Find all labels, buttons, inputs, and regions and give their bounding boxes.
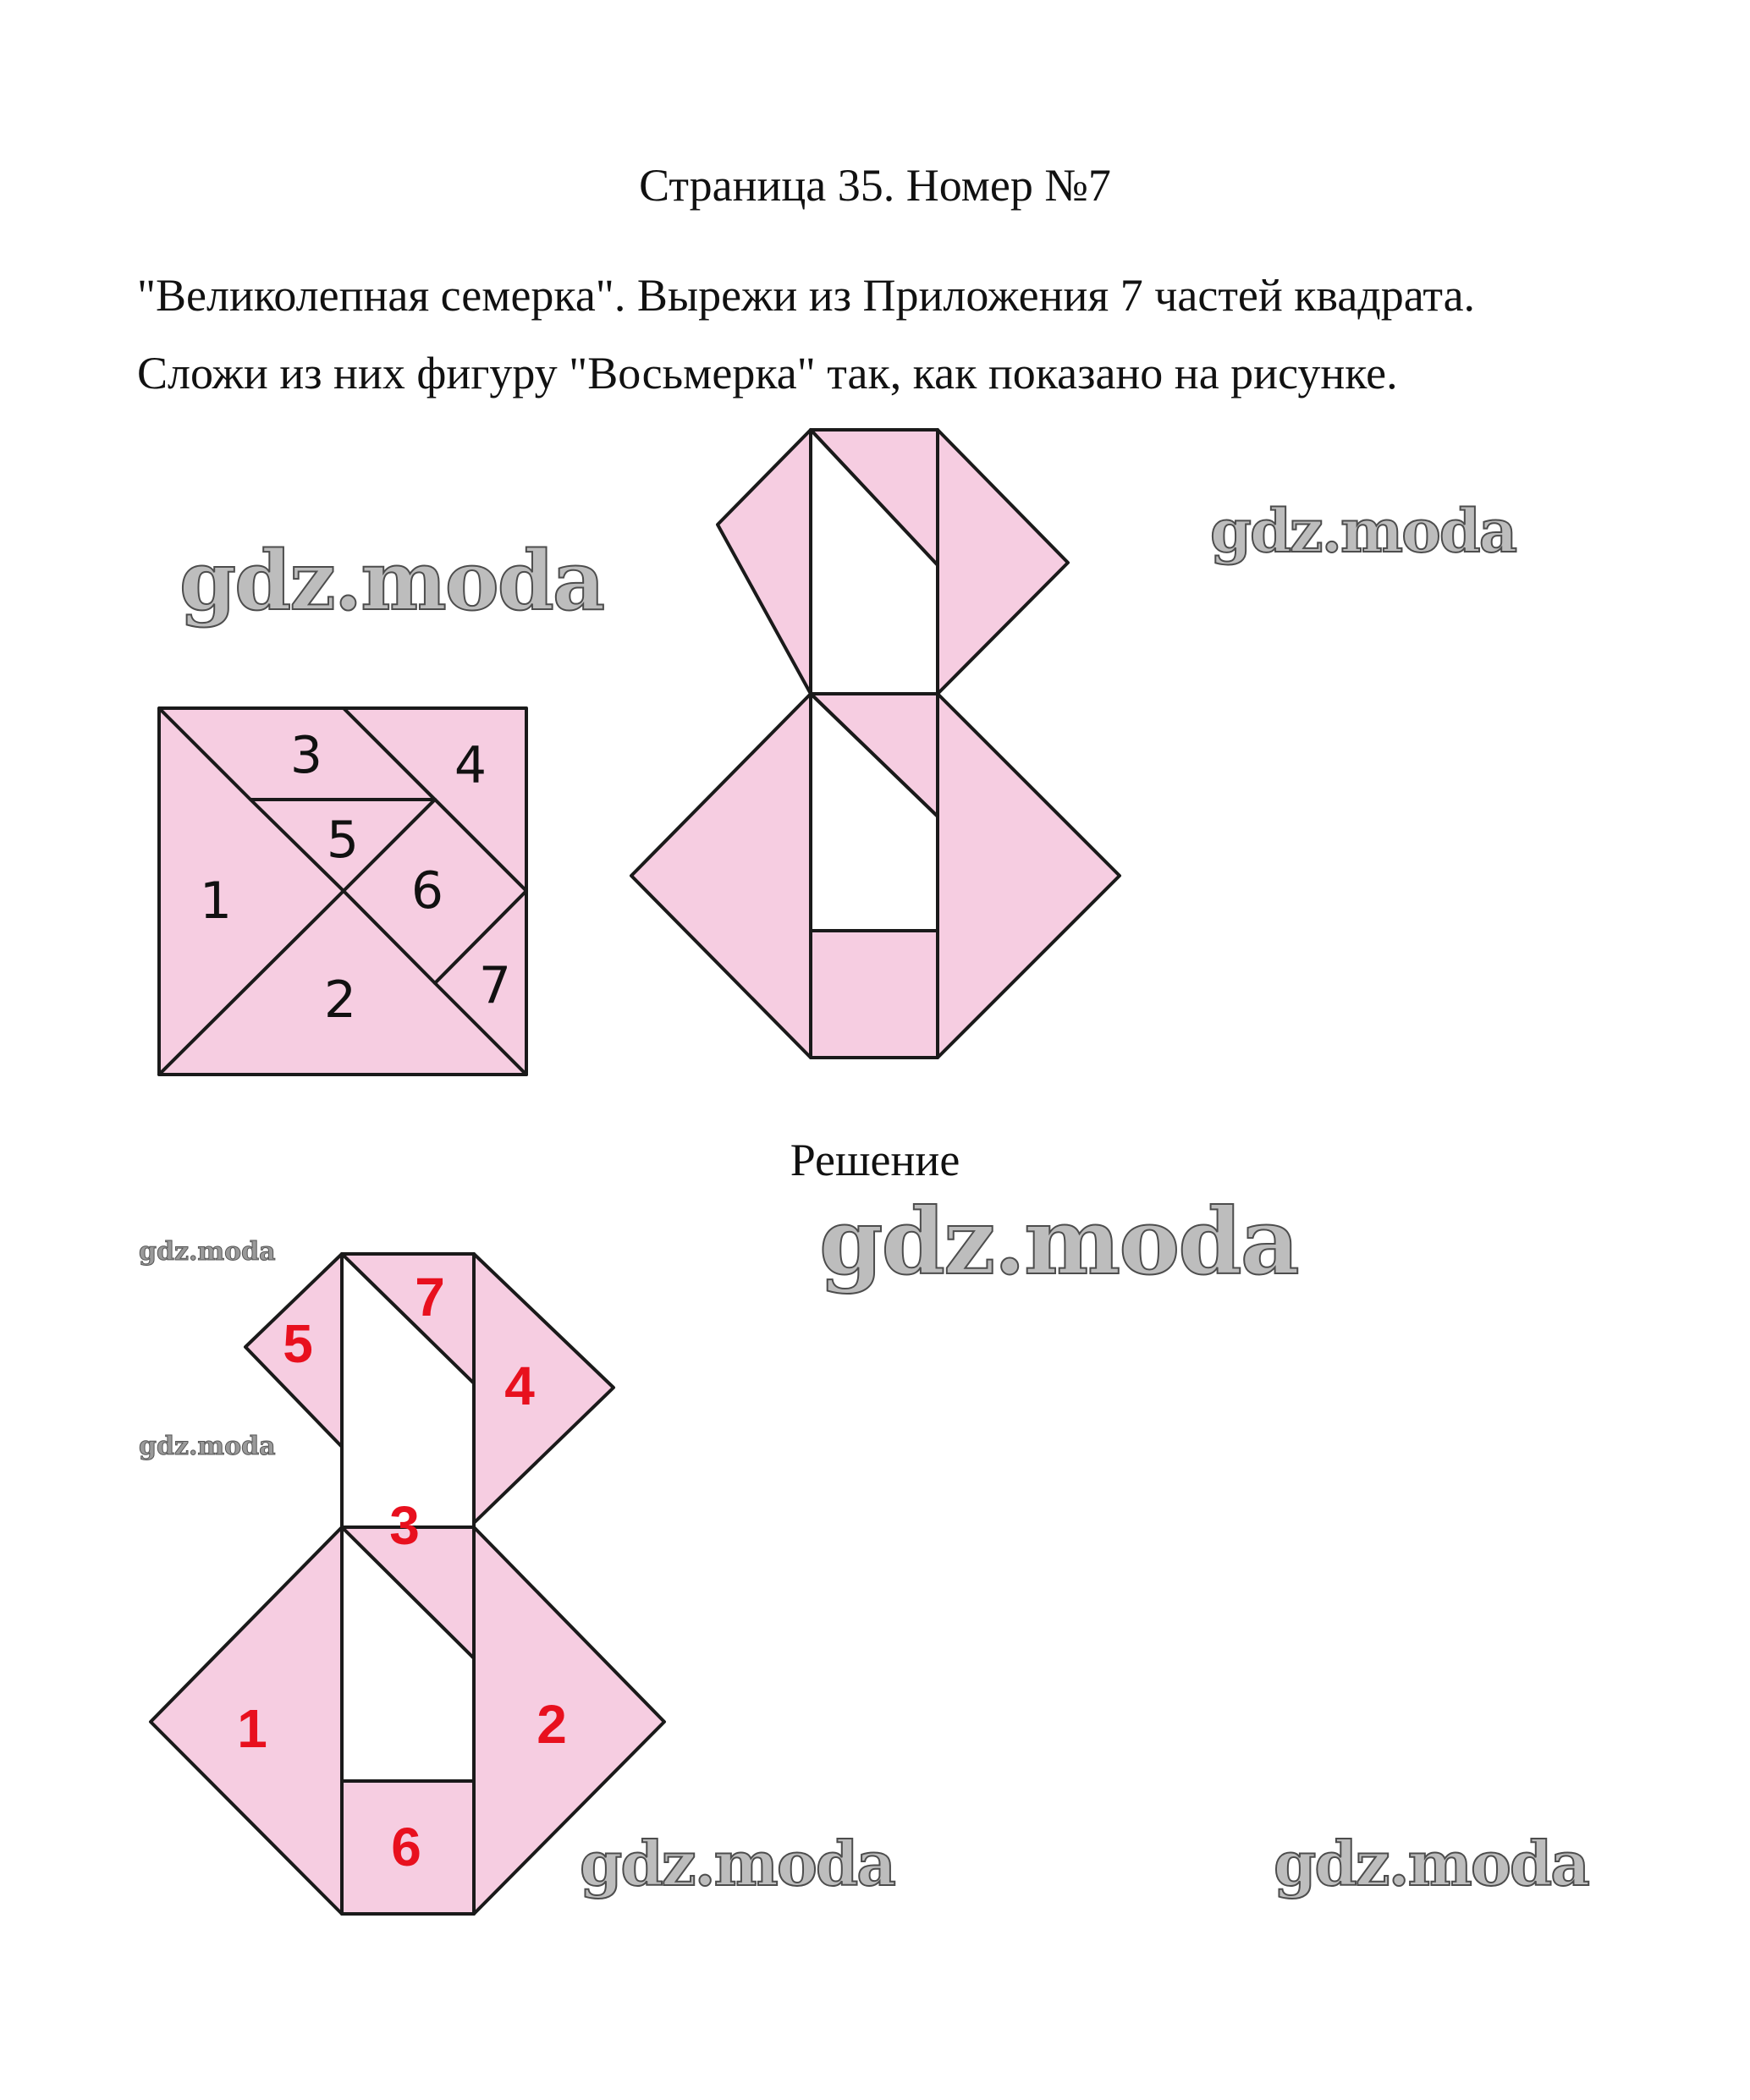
solution-label: Решение — [790, 1135, 960, 1185]
solution-label-6: 6 — [391, 1817, 421, 1877]
page-title: Страница 35. Номер №7 — [639, 160, 1111, 211]
watermark: gdz.moda — [1210, 496, 1516, 566]
square-label-4: 4 — [454, 736, 487, 795]
square-label-1: 1 — [199, 871, 233, 931]
watermark: gdz.moda — [580, 1828, 894, 1899]
solution-label-5: 5 — [283, 1313, 313, 1374]
task-text-line-1: "Великолепная семерка". Вырежи из Приложения 7 частей квадрата. — [137, 270, 1476, 321]
solution-label-2: 2 — [537, 1694, 567, 1755]
solution-label-4: 4 — [504, 1355, 535, 1416]
task-text-line-2: Сложи из них фигуру "Восьмерка" так, как показано на рисунке. — [137, 348, 1398, 399]
square-label-2: 2 — [323, 970, 357, 1030]
square-label-3: 3 — [289, 726, 323, 785]
solution-label-3: 3 — [389, 1495, 420, 1556]
watermark: gdz.moda — [1274, 1828, 1588, 1899]
square-label-7: 7 — [478, 956, 512, 1015]
square-label-5: 5 — [326, 811, 360, 870]
solution-piece-4 — [474, 1254, 614, 1523]
solution-label-7: 7 — [415, 1267, 445, 1328]
watermark: gdz.moda — [179, 533, 604, 629]
watermark: gdz.moda — [139, 1432, 276, 1461]
solution-label-1: 1 — [237, 1698, 267, 1759]
solution-piece-2 — [474, 1527, 664, 1914]
watermark: gdz.moda — [819, 1189, 1298, 1295]
square-label-6: 6 — [410, 861, 444, 921]
watermark: gdz.moda — [139, 1237, 276, 1267]
